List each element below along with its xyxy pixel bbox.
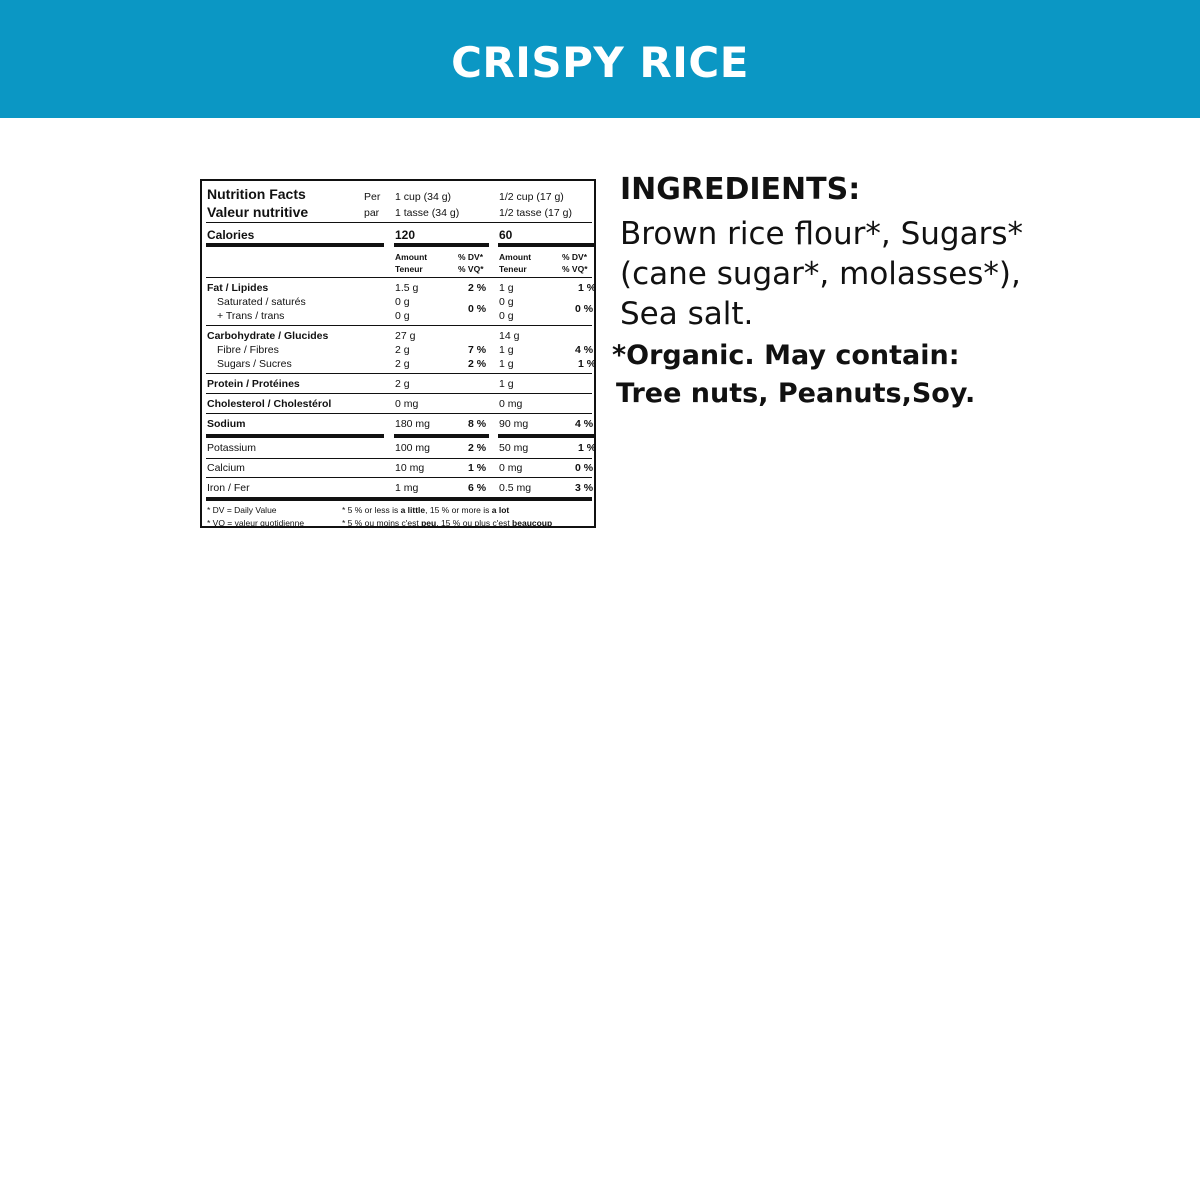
nutrient-amount-1: 2 g	[395, 378, 410, 390]
divider	[206, 325, 592, 326]
nutrient-dv-1: 8 %	[468, 418, 487, 430]
amount-label-fr: Teneur	[395, 264, 423, 274]
nutrient-dv-1: 2 %	[468, 358, 487, 370]
nutrient-label: Potassium	[207, 442, 257, 454]
calories-label: Calories	[207, 228, 255, 242]
calories-value-1: 120	[395, 228, 416, 242]
divider	[206, 393, 592, 394]
nutrient-amount-1: 0 mg	[395, 398, 419, 410]
amount-label-en-2: Amount	[499, 252, 532, 262]
nutrient-amount-2: 1 g	[499, 282, 514, 294]
nutrient-amount-2: 50 mg	[499, 442, 529, 454]
nutrient-amount-1: 1.5 g	[395, 282, 419, 294]
divider	[206, 458, 592, 459]
nutrient-amount-1: 0 g	[395, 296, 410, 308]
nutrient-label: Fat / Lipides	[207, 282, 269, 294]
nutrient-label: Saturated / saturés	[217, 296, 306, 308]
nutrient-label: + Trans / trans	[217, 310, 285, 322]
page-title: CRISPY RICE	[451, 38, 749, 87]
thick-divider	[206, 434, 384, 438]
nutrition-title-en: Nutrition Facts	[207, 186, 306, 202]
calories-value-2: 60	[499, 228, 513, 242]
nutrient-dv-2: 4 %	[575, 418, 594, 430]
divider	[206, 477, 592, 478]
nutrient-label: Cholesterol / Cholestérol	[207, 398, 332, 410]
nutrient-dv-2: 0 %	[575, 303, 594, 315]
ingredients-line: Sea salt.	[620, 296, 754, 332]
footnote-dv: * DV = Daily Value	[207, 505, 277, 515]
nutrition-title-fr: Valeur nutritive	[207, 204, 309, 220]
nutrient-dv-1: 7 %	[468, 344, 487, 356]
nutrient-dv-2: 1 %	[578, 358, 597, 370]
nutrient-amount-1: 1 mg	[395, 482, 419, 494]
nutrient-amount-1: 10 mg	[395, 462, 425, 474]
nutrient-amount-2: 1 g	[499, 378, 514, 390]
ingredients-line: Brown rice flour*, Sugars*	[620, 216, 1023, 252]
nutrient-amount-2: 1 g	[499, 358, 514, 370]
nutrient-label: Iron / Fer	[207, 482, 250, 494]
ingredients-title: INGREDIENTS:	[620, 172, 861, 207]
nutrient-amount-1: 27 g	[395, 330, 416, 342]
divider	[206, 373, 592, 374]
nutrient-amount-2: 0 g	[499, 296, 514, 308]
nutrient-amount-2: 1 g	[499, 344, 514, 356]
footnote-vq: * VQ = valeur quotidienne	[207, 518, 305, 528]
nutrient-dv-2: 0 %	[575, 462, 594, 474]
nutrient-dv-1: 2 %	[468, 282, 487, 294]
nutrient-amount-2: 0.5 mg	[499, 482, 532, 494]
nutrient-amount-1: 2 g	[395, 344, 410, 356]
nutrient-amount-2: 0 mg	[499, 398, 523, 410]
dv-label-fr-2: % VQ*	[562, 264, 588, 274]
nutrient-label: Sodium	[207, 418, 246, 430]
dv-label-en-2: % DV*	[562, 252, 588, 262]
divider	[206, 413, 592, 414]
thick-divider	[394, 243, 489, 247]
nutrient-label: Sugars / Sucres	[217, 358, 292, 370]
thick-divider	[206, 497, 592, 501]
nutrient-dv-1: 6 %	[468, 482, 487, 494]
divider	[206, 277, 592, 278]
amount-label-fr-2: Teneur	[499, 264, 527, 274]
nutrient-dv-1: 0 %	[468, 303, 487, 315]
nutrient-dv-2: 3 %	[575, 482, 594, 494]
nutrient-dv-2: 4 %	[575, 344, 594, 356]
nutrient-amount-1: 0 g	[395, 310, 410, 322]
nutrient-dv-1: 1 %	[468, 462, 487, 474]
nutrient-dv-2: 1 %	[578, 282, 597, 294]
serving-size-1-fr: 1 tasse (34 g)	[395, 207, 460, 219]
ingredients-line: (cane sugar*, molasses*),	[620, 256, 1021, 292]
nutrient-label: Carbohydrate / Glucides	[207, 330, 329, 342]
thick-divider	[498, 434, 594, 438]
nutrition-facts-table	[200, 179, 596, 528]
nutrient-amount-1: 100 mg	[395, 442, 431, 454]
nutrient-label: Calcium	[207, 462, 245, 474]
divider	[206, 222, 592, 223]
thick-divider	[394, 434, 489, 438]
nutrient-amount-1: 2 g	[395, 358, 410, 370]
nutrient-amount-2: 14 g	[499, 330, 520, 342]
footnote-little-lot: * 5 % or less is a little, 15 % or more is a lot	[342, 505, 510, 515]
dv-label-en: % DV*	[458, 252, 484, 262]
per-label-fr: par	[364, 207, 380, 219]
nutrient-label: Fibre / Fibres	[217, 344, 279, 356]
serving-size-2-fr: 1/2 tasse (17 g)	[499, 207, 572, 219]
serving-size-2-en: 1/2 cup (17 g)	[499, 191, 564, 203]
nutrient-amount-2: 0 g	[499, 310, 514, 322]
footnote-peu-beaucoup: * 5 % ou moins c'est peu, 15 % ou plus c'est beaucoup	[342, 518, 553, 528]
nutrient-dv-2: 1 %	[578, 442, 597, 454]
nutrient-label: Protein / Protéines	[207, 378, 300, 390]
thick-divider	[206, 243, 384, 247]
allergen-note-line-1: *Organic. May contain:	[612, 340, 960, 371]
nutrient-amount-2: 0 mg	[499, 462, 523, 474]
amount-label-en: Amount	[395, 252, 428, 262]
dv-label-fr: % VQ*	[458, 264, 484, 274]
nutrient-amount-1: 180 mg	[395, 418, 431, 430]
serving-size-1-en: 1 cup (34 g)	[395, 191, 452, 203]
nutrient-amount-2: 90 mg	[499, 418, 529, 430]
per-label-en: Per	[364, 191, 381, 203]
header-banner	[0, 0, 1200, 118]
nutrient-dv-1: 2 %	[468, 442, 487, 454]
thick-divider	[498, 243, 594, 247]
allergen-note-line-2: Tree nuts, Peanuts,Soy.	[616, 378, 976, 409]
